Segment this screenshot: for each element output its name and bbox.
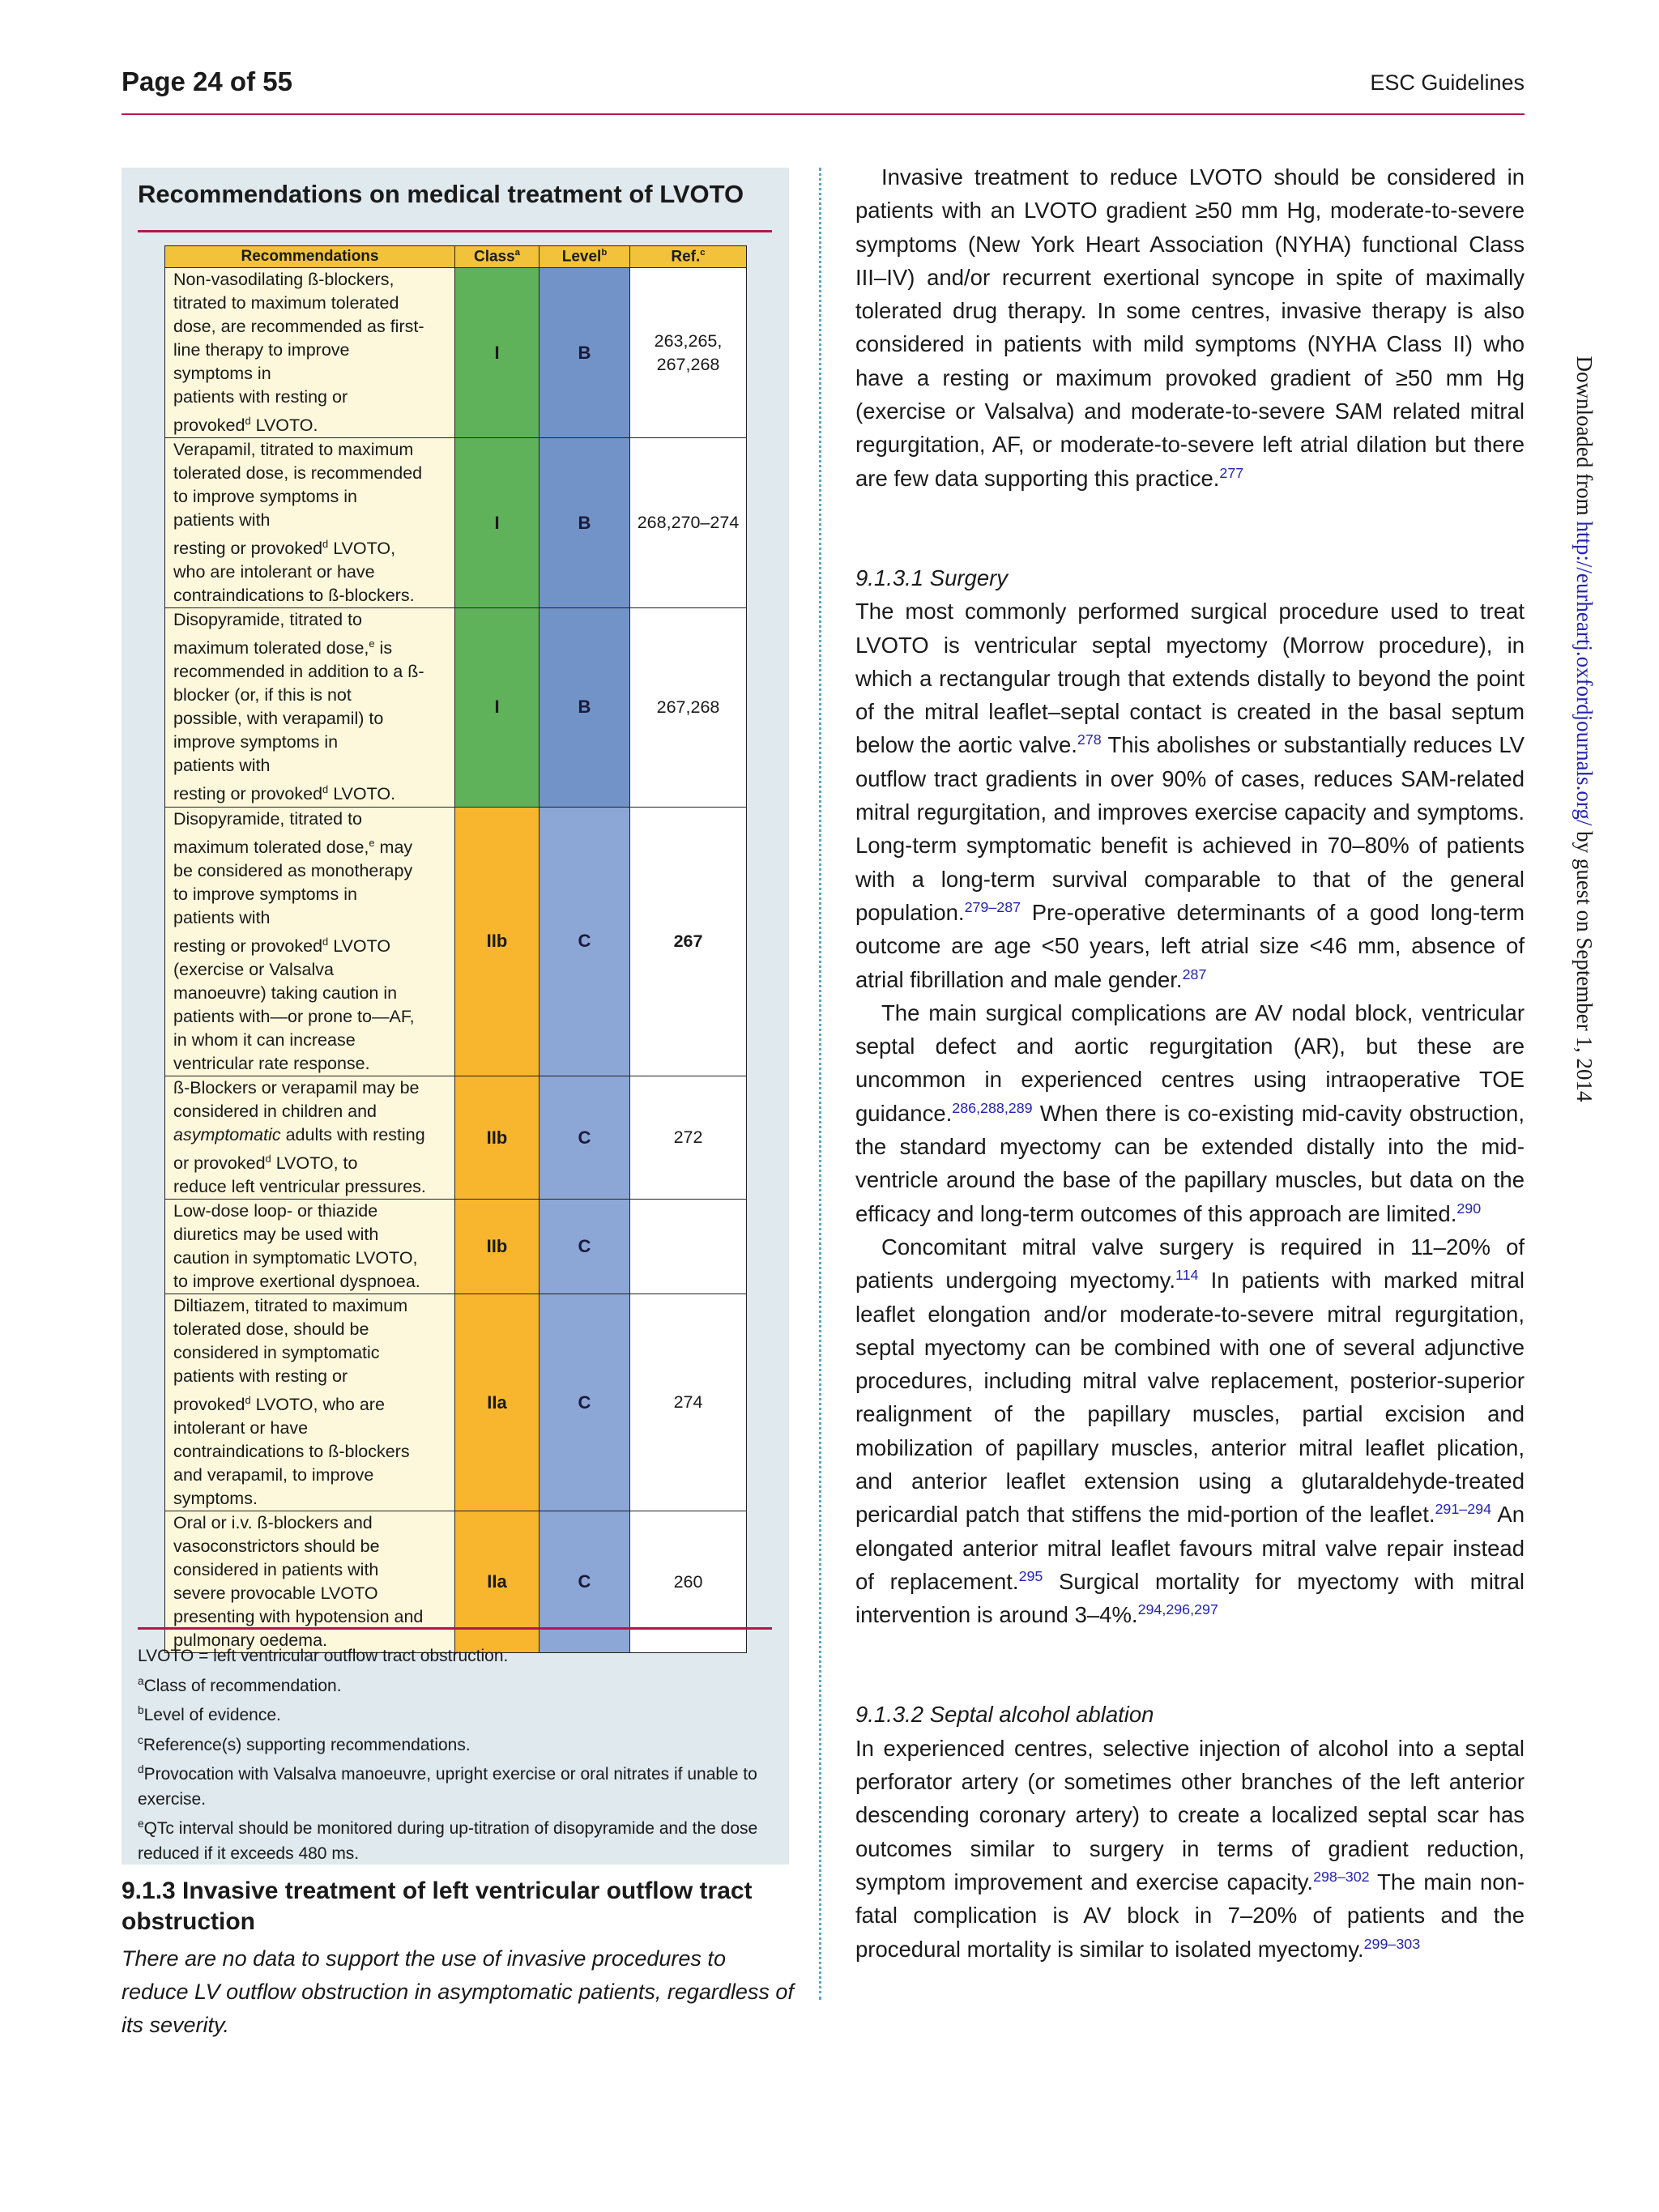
class-cell: I	[455, 268, 539, 438]
level-cell: B	[539, 268, 630, 438]
level-cell: C	[539, 1076, 630, 1199]
col-class: Class$^a$	[455, 246, 539, 268]
recommendation-text: Non-vasodilating ß-blockers, titrated to maximum tolerated dose, are recommended as first- line therapy to improve symptoms in patients with resting or provoked$^d$ LVOTO.	[165, 268, 455, 438]
level-cell: C	[539, 1200, 630, 1294]
box-rule-bottom	[138, 1627, 772, 1630]
ref-cell: 267,268	[630, 608, 747, 807]
ref-cell: 268,270–274	[630, 438, 747, 608]
recommendation-text: Oral or i.v. ß-blockers and vasoconstrictors should be considered in patients with severe provocable LVOTO presenting with hypotension and pulmonary oedema.	[165, 1511, 455, 1653]
recommendation-text: Diltiazem, titrated to maximum tolerated dose, should be considered in symptomatic patients with resting or provoked$^d$ LVOTO, who are intolerant or have contraindications to ß-blockers and verapamil, to improve symptoms.	[165, 1294, 455, 1511]
table-row	[165, 1076, 747, 1199]
table-header-row	[165, 246, 747, 268]
recommendation-text: ß-Blockers or verapamil may be considered in children and asymptomatic adults with resting or provoked$^d$ LVOTO, to reduce left ventricular pressures.	[165, 1076, 455, 1199]
level-cell: C	[539, 1511, 630, 1653]
ref-cell	[630, 1200, 747, 1294]
paragraph: The most commonly performed surgical procedure used to treat LVOTO is ventricular septal myectomy (Morrow procedure), in which a rectangular trough that extends distally to beyond the point of the mitral leaflet–septal contact is created in the basal septum below the aortic valve.$^{278}$ This abolishes or substantially reduces LV outflow tract gradients in over 90% of cases, reduces SAM-related mitral regurgitation, and improves exercise capacity and symptoms. Long-term symptomatic benefit is achieved in 70–80% of patients with a long-term survival comparable to that of the general population.$^{279-287}$ Pre-operative determinants of a good long-term outcome are age <50 years, left atrial size <46 mm, absence of atrial fibrillation and male gender.$^{287}$	[855, 599, 1525, 992]
table-row	[165, 807, 747, 1076]
level-cell: B	[539, 438, 630, 608]
table-footnotes	[138, 1644, 778, 1866]
subsection-heading: 9.1.3.2 Septal alcohol ablation	[855, 1702, 1154, 1728]
class-cell: IIb	[455, 1076, 539, 1199]
paragraph: The main surgical complications are AV nodal block, ventricular septal defect and aortic regurgitation (AR), but these are uncommon in experienced centres using intraoperative TOE guidance.$^{286,288,289}$ When there is co-existing mid-cavity obstruction, the standard myectomy can be extended distally into the mid-ventricle around the base of the papillary muscles, but data on the efficacy and long-term outcomes of this approach are limited.$^{290}$	[855, 999, 1525, 1226]
section-intro: There are no data to support the use of invasive procedures to reduce LV outflow obstruction in asymptomatic patients, regardless of its severity.	[122, 1946, 794, 2037]
box-rule-top	[138, 230, 772, 232]
level-cell: C	[539, 1294, 630, 1511]
subsection-heading: 9.1.3.1 Surgery	[855, 565, 1009, 590]
recommendation-text: Verapamil, titrated to maximum tolerated dose, is recommended to improve symptoms in patients with resting or provoked$^d$ LVOTO, who are intolerant or have contraindications to ß-blockers.	[165, 438, 455, 608]
recommendation-text: Disopyramide, titrated to maximum tolerated dose,$^e$ may be considered as monotherapy to improve symptoms in patients with resting or provoked$^d$ LVOTO (exercise or Valsalva manoeuvre) taking caution in patients with—or prone to—AF, in whom it can increase ventricular rate response.	[165, 807, 455, 1076]
journal-name: ESC Guidelines	[1370, 70, 1525, 95]
recommendation-text: Disopyramide, titrated to maximum tolerated dose,$^e$ is recommended in addition to a ß- blocker (or, if this is not possible, with verapamil) to improve symptoms in patients with resting or provoked$^d$ LVOTO.	[165, 608, 455, 807]
table-row	[165, 1200, 747, 1294]
table-row	[165, 1511, 747, 1653]
ref-cell: 272	[630, 1076, 747, 1199]
class-cell: I	[455, 438, 539, 608]
table-row	[165, 438, 747, 608]
recommendation-text: Low-dose loop- or thiazide diuretics may be used with caution in symptomatic LVOTO, to improve exertional dyspnoea.	[165, 1200, 455, 1294]
section-heading: 9.1.3 Invasive treatment of left ventricular outflow tract obstruction	[122, 1877, 753, 1935]
class-cell: IIb	[455, 1200, 539, 1294]
footnote: LVOTO = left ventricular outflow tract obstruction.	[138, 1647, 509, 1665]
right-column	[855, 160, 1525, 1966]
class-cell: I	[455, 608, 539, 807]
ref-cell: 267	[630, 807, 747, 1076]
footnote: $^c$Reference(s) supporting recommendations.	[138, 1733, 471, 1754]
ref-cell: 263,265, 267,268	[630, 268, 747, 438]
col-recommendations: Recommendations	[165, 246, 455, 268]
download-notice: Downloaded from http://eurheartj.oxfordjournals.org/ by guest on September 1, 2014	[1572, 356, 1597, 1102]
level-cell: C	[539, 807, 630, 1076]
table-row	[165, 268, 747, 438]
paragraph: In experienced centres, selective injection of alcohol into a septal perforator artery (or sometimes other branches of the left anterior descending coronary artery) to create a localized septal scar has outcomes similar to surgery in terms of gradient reduction, symptom improvement and exercise capacity.$^{298-302}$ The main non-fatal complication is AV block in 7–20% of patients and the procedural mortality is similar to isolated myectomy.$^{299-303}$	[855, 1735, 1525, 1962]
table-row	[165, 1294, 747, 1511]
page-number: Page 24 of 55	[122, 66, 292, 96]
table-row	[165, 608, 747, 807]
recommendations-title: Recommendations on medical treatment of LVOTO	[138, 180, 744, 208]
col-level: Level$^b$	[539, 246, 630, 268]
download-link[interactable]: http://eurheartj.oxfordjournals.org/	[1572, 521, 1597, 826]
footnote: $^d$Provocation with Valsalva manoeuvre, upright exercise or oral nitrates if unable to exercise.	[138, 1763, 757, 1809]
ref-cell: 274	[630, 1294, 747, 1511]
footnote: $^b$Level of evidence.	[138, 1704, 281, 1724]
footnote: $^a$Class of recommendation.	[138, 1674, 342, 1695]
recommendations-table	[164, 245, 747, 1653]
col-ref: Ref.$^c$	[630, 246, 747, 268]
class-cell: IIa	[455, 1511, 539, 1653]
ref-cell: 260	[630, 1511, 747, 1653]
level-cell: B	[539, 608, 630, 807]
class-cell: IIa	[455, 1294, 539, 1511]
footnote: $^e$QTc interval should be monitored during up-titration of disopyramide and the dose reduced if it exceeds 480 ms.	[138, 1818, 758, 1863]
header-rule	[122, 113, 1525, 115]
column-divider	[819, 168, 821, 2000]
class-cell: IIb	[455, 807, 539, 1076]
paragraph: Invasive treatment to reduce LVOTO should be considered in patients with an LVOTO gradient ≥50 mm Hg, moderate-to-severe symptoms (New York Heart Association (NYHA) functional Class III–IV) and/or recurrent exertional syncope in spite of maximally tolerated drug therapy. In some centres, invasive therapy is also considered in patients with mild symptoms (NYHA Class II) who have a resting or maximum provoked gradient of ≥50 mm Hg (exercise or Valsalva) and moderate-to-severe SAM related mitral regurgitation, AF, or moderate-to-severe left atrial dilation but there are few data supporting this practice.$^{277}$	[855, 164, 1525, 491]
paragraph: Concomitant mitral valve surgery is required in 11–20% of patients undergoing myectomy.$^{114}$ In patients with marked mitral leaflet elongation and/or moderate-to-severe mitral regurgitation, septal myectomy can be combined with one of several adjunctive procedures, including mitral valve replacement, posterior-superior realignment of the papillary muscles, partial excision and mobilization of papillary muscles, anterior mitral leaflet plication, and anterior leaflet extension using a glutaraldehyde-treated pericardial patch that stiffens the mid-portion of the leaflet.$^{291-294}$ An elongated anterior mitral leaflet favours mitral valve repair instead of replacement.$^{295}$ Surgical mortality for myectomy with mitral intervention is around 3–4%.$^{294,296,297}$	[855, 1234, 1525, 1628]
